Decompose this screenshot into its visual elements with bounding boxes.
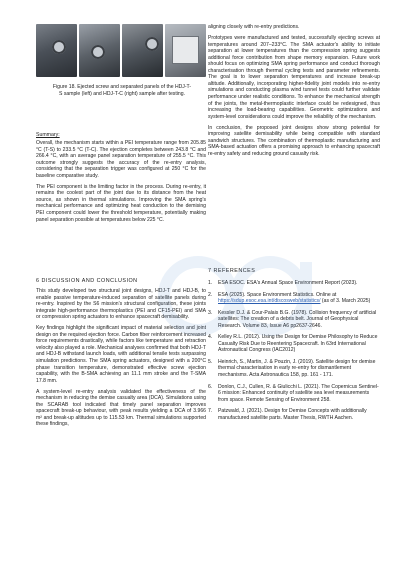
- reference-citation: ESA ESOC. ESA's Annual Space Environment Report (2023).: [218, 280, 358, 286]
- reference-citation: Kelley R.L. (2012). Using the Design for Demise Philosophy to Reduce Casualty Risk Due to Reentering Spacecraft. In 63rd International Astronautical Congress (IAC2012): [218, 334, 378, 354]
- section-6-paragraph-2: Key findings highlight the significant impact of material selection and joint design on the required ejection force. Carbon fiber reinforcement increased force requirements drastically, while factors like temperature and retraction velocity also played a role. Mechanical analyses confirmed that both HDJ-T and HDJ-B withstand launch loads, with additional tensile tests surpassing simulation predictions. The SMA spring actuators, designed with a 200°C phase transition temperature, demonstrated effective screw ejection capability, with the B-SMA achieving an 11.1 mm stroke and the T-SMA 17.8 mm.: [36, 325, 206, 384]
- watermark-logo: [150, 248, 340, 344]
- reference-number: 3.: [208, 309, 213, 316]
- summary-paragraph-1: Overall, the mechanism starts within a PEI temperature range from 205.85 °C (T-S) to 233.5 °C (T-C). The ejection completes between 243.8 °C and 266.4 °C, with an average panel separation temperature of 255.5 °C. This outcome strongly suggests the accuracy of the re-entry analysis, considering that the separation trigger was configured at 250 °C for the baseline comparative study.: [36, 140, 206, 179]
- section-6-heading: 6 DISCUSSION AND CONCLUSION: [36, 278, 138, 284]
- reference-text: [218, 408, 380, 421]
- reference-citation: Heinrich, S., Martin, J. & Pouzin, J. (2019). Satellite design for demise thermal characterisation in early re-entry for dismantlement mechanisms. Acta Astronautica 158, pp. 161 - 171.: [218, 358, 376, 379]
- photo-ejected-screw: [36, 24, 77, 77]
- reference-number: 6.: [208, 383, 213, 390]
- reference-citation: Patzwald, J. (2021). Design for Demise Concepts with additionally manufactured satellite parts. Master Thesis, RWTH Aachen.: [218, 408, 367, 421]
- reference-item: [208, 408, 380, 421]
- right-paragraph-0: aligning closely with re-entry predictions.: [208, 24, 300, 30]
- right-paragraph-2: In conclusion, the proposed joint designs show strong potential for improving satellite demisability while being compatible with standard sandwich structures. The combination of thermoplastic manufacturing and SMA-based actuation offers a promising approach to enhancing spacecraft re-entry safety and reducing ground casualty risk.: [208, 124, 380, 157]
- reference-number: 7.: [208, 408, 213, 415]
- reference-citation: Donlon, C.J., Cullen, R. & Giulicchi L. (2021). The Copernicus Sentinel-6 mission: Enhanced continuity of satellite sea level measurements from space. Remote Sensing of Environment 258.: [218, 383, 379, 403]
- reference-citation: ESA (2025). Space Environment Statistics. Online at: [218, 291, 337, 298]
- reference-number: 2.: [208, 291, 213, 298]
- section-6-paragraph-1: This study developed two structural joint designs, HDJ-T and HDJ-B, to enable passive temperature-induced separation of satellite panels during re-entry. Inspired by the S6 mission's structural configuration, these joints integrate high-performance thermoplastics (PEI and CF15-PEI) and SMA or compression spring actuators to enhance spacecraft demisability.: [36, 288, 206, 321]
- reference-text: [218, 359, 380, 379]
- summary-label: Summary:: [36, 132, 60, 138]
- reference-item: [208, 384, 380, 404]
- reference-suffix: (as of 3. March 2025): [320, 298, 371, 305]
- reference-number: 4.: [208, 334, 213, 341]
- figure-caption: Figure 18. Ejected screw and separated panels of the HDJ-T-S sample (left) and HDJ-T-C (right) sample after testing.: [52, 84, 192, 97]
- reference-citation: Kessler D.J. & Cour-Palais B.G. (1978). Collision frequency of artificial satellites: The creation of a debris belt. Journal of Geophysical Research. Volume 83, Issue A6 pp2637-2646.: [218, 309, 377, 329]
- right-column-body: [208, 24, 380, 162]
- reference-text: [218, 384, 380, 404]
- section-7-heading: 7 REFERENCES: [208, 268, 256, 274]
- photo-joint-detail: [122, 24, 163, 77]
- reference-item: [208, 359, 380, 379]
- photo-separated-panel: [79, 24, 120, 77]
- summary-text: [36, 140, 206, 228]
- figure-18-photos: [36, 24, 206, 77]
- summary-paragraph-2: The PEI component is the limiting factor in the process. During re-entry, it remains the coolest part of the joint due to its distance from the heat source, as shown in thermal simulations. Improving the SMA spring's mechanical performance and optimizing heat conduction to the demising PEI component could lower the threshold temperature, potentially making panel separation possible at temperatures below 225 °C.: [36, 183, 206, 223]
- right-paragraph-1: Prototypes were manufactured and tested, successfully ejecting screws at temperatures around 207–233°C. The SMA actuator's ability to initiate separation at lower temperatures than the compression spring suggests additional force contribution from shape memory expansion. Future work should focus on optimizing SMA spring performance and conduct thorough characterisation through thermal cycling tests and parameter refinements. The goal is to lower separation temperatures and increase break-up altitude. Additionally, incorporating higher-fidelity joint models into re-entry simulations and conducting plasma wind tunnel tests could further validate performance under realistic conditions. To enhance the mechanical strength of the joints, the metal-thermoplastic interface could be redesigned, thus increasing the load-bearing capabilities. Geometric optimizations and system-level considerations could improve the reliability of the mechanism.: [208, 35, 380, 120]
- reference-number: 1.: [208, 280, 213, 286]
- reference-link[interactable]: https://sdup.esoc.esa.int/discosweb/statistics/: [218, 298, 321, 305]
- photo-panel-sample: [165, 24, 206, 77]
- reference-number: 5.: [208, 358, 213, 365]
- section-6-paragraph-3: A system-level re-entry analysis validated the effectiveness of the mechanism in reducing the demise casualty area (DCA). Simulations using the SCARAB tool indicated that timely panel separation improves spacecraft break-up behaviour, with peak results yielding a DCA of 3.966 m² and break-up altitudes up to 115.53 km. Thermal simulations supported these findings,: [36, 388, 206, 428]
